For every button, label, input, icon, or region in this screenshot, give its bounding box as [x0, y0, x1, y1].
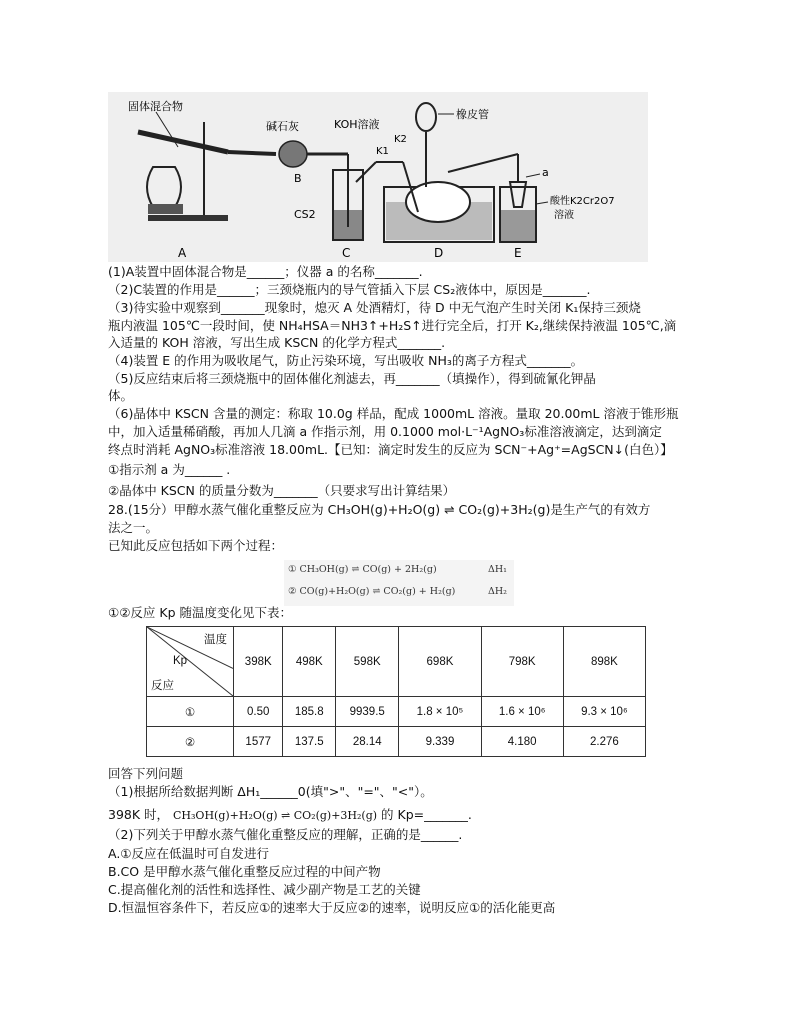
- table-diagonal-header: [147, 627, 234, 697]
- question-6-line3: 终点时消耗 AgNO₃标准溶液 18.00mL.【已知：滴定时发生的反应为 SCN⁻+Ag⁺=AgSCN↓(白色）】: [108, 442, 673, 457]
- question-3-line3: 入适量的 KOH 溶液，写出生成 KSCN 的化学方程式_______.: [108, 335, 446, 350]
- option-c: C.提高催化剂的活性和选择性、减少副产物是工艺的关键: [108, 882, 421, 897]
- question-4: （4)装置 E 的作用为吸收尾气，防止污染环境，写出吸收 NH₃的离子方程式_______。: [108, 353, 584, 368]
- temp-398: 398K: [234, 627, 283, 697]
- part-2: （2)下列关于甲醇水蒸气催化重整反应的理解，正确的是______.: [108, 827, 463, 842]
- kp-prefix: 398K 时，: [108, 807, 170, 822]
- question-6-line1: （6)晶体中 KSCN 含量的测定：称取 10.0g 样品，配成 1000mL 溶液。量取 20.00mL 溶液于锥形瓶: [108, 406, 679, 421]
- kp-suffix: 的 Kp=_______.: [381, 807, 472, 822]
- question-6-part2: ②晶体中 KSCN 的质量分数为_______（只要求写出计算结果）: [108, 483, 456, 498]
- table-cell: 0.50: [234, 697, 283, 727]
- label-D: D: [434, 246, 444, 260]
- row-label: ①: [147, 697, 234, 727]
- question-6-line2: 中，加入适量稀硝酸，再加人几滴 a 作指示剂，用 0.1000 mol·L⁻¹AgNO₃标准溶液滴定，达到滴定: [108, 424, 662, 439]
- label-k1: K1: [376, 146, 389, 157]
- question-28-line1: 28.(15分）甲醇水蒸气催化重整反应为 CH₃OH(g)+H₂O(g) ⇌ CO₂(g)+3H₂(g)是生产气的有效方: [108, 502, 651, 517]
- table-row: [147, 727, 646, 757]
- header-kp: Kp: [173, 655, 188, 667]
- question-2: （2)C装置的作用是______；三颈烧瓶内的导气管插入下层 CS₂液体中，原因是_______.: [108, 282, 591, 297]
- header-reaction: 反应: [151, 680, 174, 692]
- temp-698: 698K: [399, 627, 481, 697]
- table-row: [147, 697, 646, 727]
- label-cs2: CS2: [294, 208, 316, 221]
- label-acid-k2cr2o7: 酸性K2Cr2O7: [550, 196, 615, 207]
- row-label: ②: [147, 727, 234, 757]
- question-3-line1: （3)待实验中观察到_______现象时，熄灭 A 处酒精灯，待 D 中无气泡产生时关闭 K₁保持三颈烧: [108, 300, 641, 315]
- temp-798: 798K: [481, 627, 563, 697]
- label-C: C: [342, 246, 351, 260]
- temp-598: 598K: [336, 627, 399, 697]
- known-processes: 已知此反应包括如下两个过程：: [108, 538, 284, 553]
- apparatus-diagram: [108, 92, 648, 262]
- question-5-line1: （5)反应结束后将三颈烧瓶中的固体催化剂滤去，再_______（填操作），得到硫氰化钾晶: [108, 371, 596, 386]
- temp-898: 898K: [563, 627, 645, 697]
- label-solid-mix: 固体混合物: [128, 100, 183, 113]
- label-a: a: [542, 166, 549, 179]
- equation-1-dh: ΔH₁: [488, 564, 507, 575]
- apparatus-figure: [108, 92, 648, 262]
- kp-table: [146, 626, 646, 757]
- table-cell: 2.276: [563, 727, 645, 757]
- question-1: (1)A装置中固体混合物是______；仪器 a 的名称_______.: [108, 264, 423, 279]
- label-A: A: [178, 246, 187, 260]
- equation-2: ② CO(g)+H₂O(g) ⇌ CO₂(g) + H₂(g): [288, 586, 456, 597]
- label-soda-lime: 碱石灰: [266, 120, 299, 133]
- label-b: B: [294, 172, 302, 185]
- question-5-line2: 体。: [108, 388, 134, 403]
- label-k2: K2: [394, 134, 407, 145]
- label-solution: 溶液: [554, 210, 574, 221]
- part-1: （1)根据所给数据判断 ΔH₁______0(填">"、"="、"<"）。: [108, 784, 433, 799]
- equations-box: [284, 560, 514, 606]
- label-rubber-tube: 橡皮管: [456, 108, 489, 121]
- table-cell: 9939.5: [336, 697, 399, 727]
- label-koh: KOH溶液: [334, 118, 380, 131]
- question-28-line2: 法之一。: [108, 520, 159, 535]
- header-temperature: 温度: [204, 634, 227, 646]
- table-cell: 1577: [234, 727, 283, 757]
- table-cell: 4.180: [481, 727, 563, 757]
- equation-1: ① CH₃OH(g) ⇌ CO(g) + 2H₂(g): [288, 564, 437, 575]
- table-cell: 1.8 × 10⁵: [399, 697, 481, 727]
- option-d: D.恒温恒容条件下，若反应①的速率大于反应②的速率，说明反应①的活化能更高: [108, 900, 556, 915]
- answer-heading: 回答下列问题: [108, 766, 184, 781]
- table-intro: ①②反应 Kp 随温度变化见下表：: [108, 605, 292, 620]
- option-b: B.CO 是甲醇水蒸气催化重整反应过程的中间产物: [108, 864, 381, 879]
- equation-2-dh: ΔH₂: [488, 586, 507, 597]
- question-3-line2: 瓶内液温 105℃一段时间，使 NH₄HSA＝NH3↑+H₂S↑进行完全后，打开 K₂,继续保持液温 105℃,滴: [108, 318, 677, 333]
- question-6-part1: ①指示剂 a 为______ .: [108, 462, 231, 477]
- table-cell: 28.14: [336, 727, 399, 757]
- table-cell: 185.8: [283, 697, 336, 727]
- table-cell: 9.3 × 10⁶: [563, 697, 645, 727]
- table-cell: 1.6 × 10⁶: [481, 697, 563, 727]
- option-a: A.①反应在低温时可自发进行: [108, 846, 270, 861]
- table-cell: 9.339: [399, 727, 481, 757]
- table-cell: 137.5: [283, 727, 336, 757]
- kp-equation: CH₃OH(g)+H₂O(g) ⇌ CO₂(g)+3H₂(g): [173, 809, 378, 822]
- temp-498: 498K: [283, 627, 336, 697]
- part-1-kp: [108, 806, 472, 824]
- label-E: E: [514, 246, 522, 260]
